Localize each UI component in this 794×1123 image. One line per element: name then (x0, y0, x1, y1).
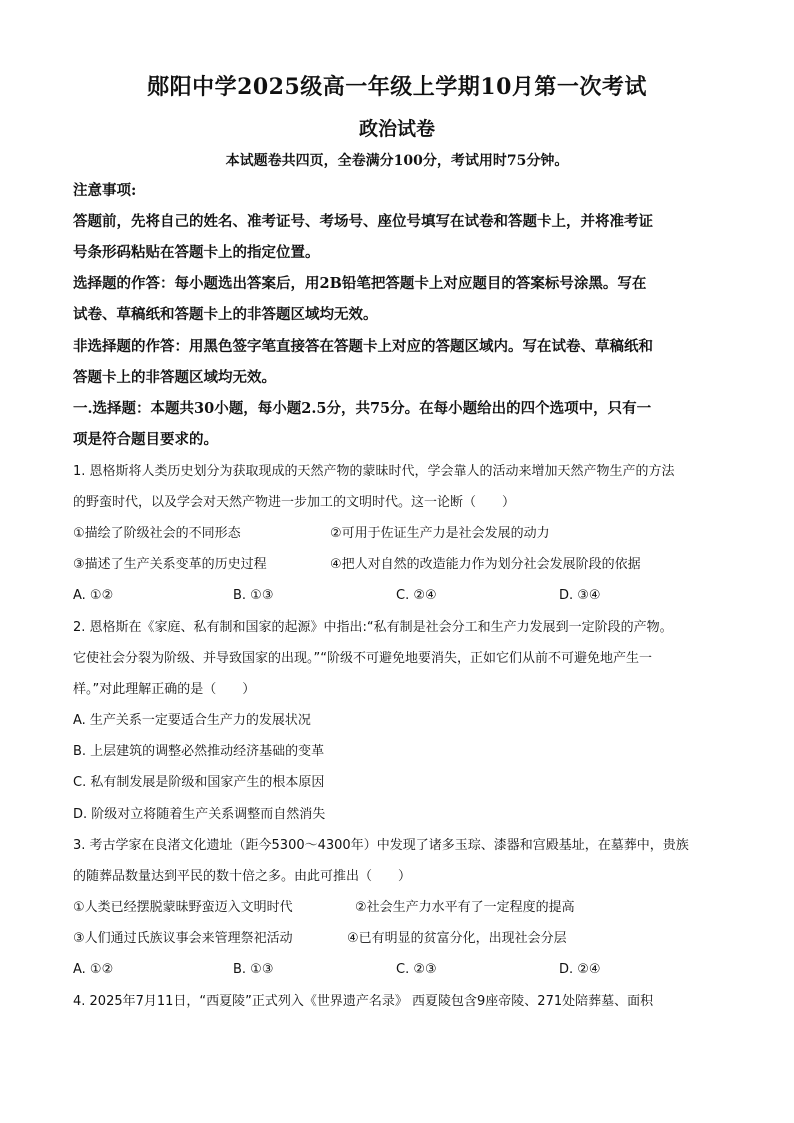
question-1-statement: ①描绘了阶级社会的不同形态 (73, 526, 241, 541)
question-4-stem: 4. 2025年7月11日，“西夏陵”正式列入《世界遗产名录》 西夏陵包含9座帝陵、271处陪葬墓、面积 (73, 994, 654, 1009)
question-1-choice-c: C. ②④ (396, 588, 437, 603)
question-1-stem: 的野蛮时代，以及学会对天然产物进一步加工的文明时代。这一论断（ ） (73, 495, 516, 510)
question-1-choice-b: B. ①③ (233, 588, 274, 603)
question-3-statement: ③人们通过氏族议事会来管理祭祀活动 (73, 931, 293, 946)
notes-line: 试卷、草稿纸和答题卡上的非答题区域均无效。 (73, 306, 378, 323)
question-3-statement: ①人类已经摆脱蒙昧野蛮迈入文明时代 (73, 900, 293, 915)
notes-line: 号条形码粘贴在答题卡上的指定位置。 (73, 244, 320, 261)
question-2-choice-d: D. 阶级对立将随着生产关系调整而自然消失 (73, 807, 326, 822)
exam-subject: 政治试卷 (358, 118, 435, 140)
notes-heading: 注意事项: (73, 182, 137, 199)
question-2-stem: 它使社会分裂为阶级、并导致国家的出现。”“阶级不可避免地要消失，正如它们从前不可避免地产生一 (73, 651, 652, 666)
question-3-choice-d: D. ②④ (559, 962, 601, 977)
question-1-statement: ②可用于佐证生产力是社会发展的动力 (330, 526, 550, 541)
question-3-choice-a: A. ①② (73, 962, 114, 977)
question-2-choice-a: A. 生产关系一定要适合生产力的发展状况 (73, 713, 311, 728)
question-1-choice-a: A. ①② (73, 588, 114, 603)
section-heading: 一.选择题：本题共30小题，每小题2.5分，共75分。在每小题给出的四个选项中，只有一 (73, 400, 652, 417)
question-3-stem: 3. 考古学家在良渚文化遗址（距今5300～4300年）中发现了诸多玉琮、漆器和宫殿基址，在墓葬中，贵族 (73, 838, 689, 853)
question-2-stem: 样。”对此理解正确的是（ ） (73, 682, 256, 697)
question-2-stem: 2. 恩格斯在《家庭、私有制和国家的起源》中指出:“私有制是社会分工和生产力发展到一定阶段的产物。 (73, 620, 673, 635)
question-2-choice-c: C. 私有制发展是阶级和国家产生的根本原因 (73, 775, 325, 790)
question-1-statement: ④把人对自然的改造能力作为划分社会发展阶段的依据 (330, 557, 641, 572)
question-2-choice-b: B. 上层建筑的调整必然推动经济基础的变革 (73, 744, 325, 759)
exam-info: 本试题卷共四页，全卷满分100分，考试用时75分钟。 (225, 153, 569, 169)
question-1-choice-d: D. ③④ (559, 588, 601, 603)
question-3-statement: ④已有明显的贫富分化，出现社会分层 (347, 931, 567, 946)
question-3-choice-c: C. ②③ (396, 962, 437, 977)
question-3-choice-b: B. ①③ (233, 962, 274, 977)
section-heading: 项是符合题目要求的。 (73, 431, 218, 448)
question-1-stem: 1. 恩格斯将人类历史划分为获取现成的天然产物的蒙昧时代，学会靠人的活动来增加天然产物生产的方法 (73, 464, 675, 479)
exam-title: 郧阳中学2025级高一年级上学期10月第一次考试 (147, 74, 647, 100)
notes-line: 非选择题的作答：用黑色签字笔直接答在答题卡上对应的答题区域内。写在试卷、草稿纸和 (73, 338, 653, 355)
notes-line: 选择题的作答：每小题选出答案后，用2B铅笔把答题卡上对应题目的答案标号涂黑。写在 (73, 275, 647, 292)
question-3-statement: ②社会生产力水平有了一定程度的提高 (355, 900, 575, 915)
question-1-statement: ③描述了生产关系变革的历史过程 (73, 557, 267, 572)
question-3-stem: 的随葬品数量达到平民的数十倍之多。由此可推出（ ） (73, 869, 412, 884)
notes-line: 答题前，先将自己的姓名、准考证号、考场号、座位号填写在试卷和答题卡上，并将准考证 (73, 213, 653, 230)
notes-line: 答题卡上的非答题区域均无效。 (73, 369, 276, 386)
